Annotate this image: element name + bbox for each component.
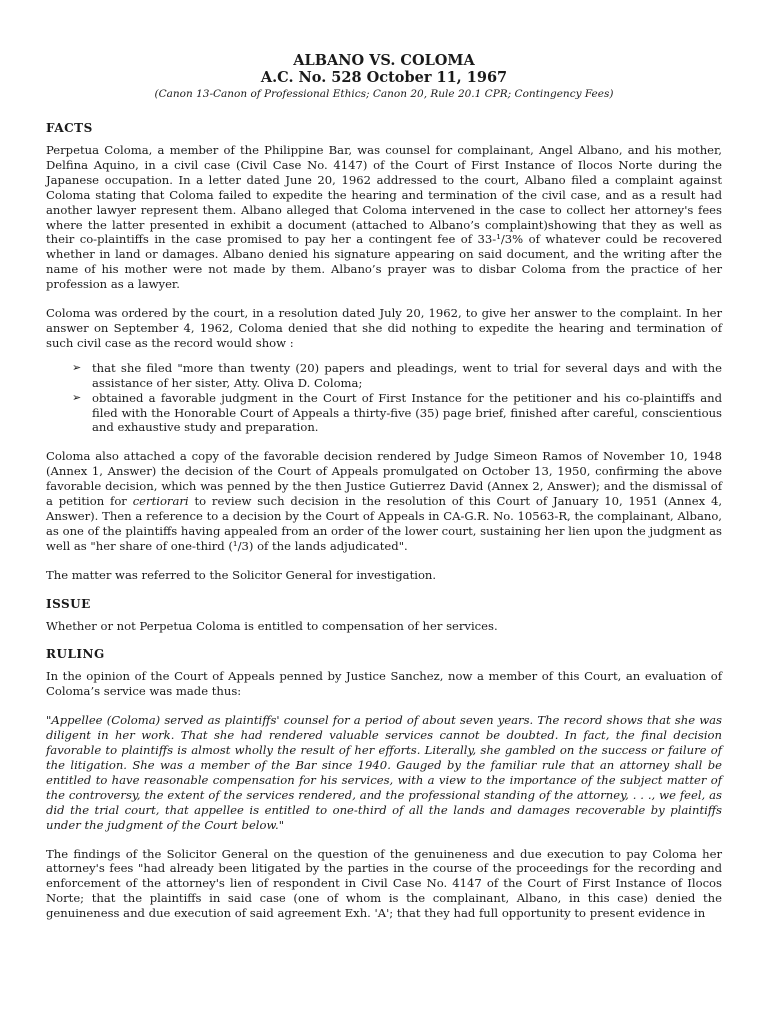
- list-item: [72, 361, 722, 391]
- facts-paragraph-1: Perpetua Coloma, a member of the Philippine Bar, was counsel for complainant, Angel Albano, and his mother, Delfina Aquino, in a civil case (Civil Case No. 4147) of the Court of First Instance of Ilocos Norte during the Japanese occupation. In a letter dated June 20, 1962 addressed to the court, Albano filed a complaint against Coloma stating that Coloma failed to expedite the hearing and termination of the civil case, and as a result had another lawyer represent them. Albano alleged that Coloma intervened in the case to collect her attorney's fees where the latter presented in exhibit a document (attached to Albano’s complaint)showing that they as well as their co-plaintiffs in the case promised to pay her a contingent fee of 33-¹/3% of whatever could be recovered whether in land or damages. Albano denied his signature appearing on said document, and the writing after the name of his mother were not made by them. Albano’s prayer was to disbar Coloma from the practice of her profession as a lawyer.: [46, 143, 722, 292]
- ruling-paragraph-2: The findings of the Solicitor General on the question of the genuineness and due execution to pay Coloma her attorney's fees "had already been litigated by the parties in the course of the proceedings for the recording and enforcement of the attorney's lien of respondent in Civil Case No. 4147 of the Court of First Instance of Ilocos Norte; that the plaintiffs in said case (one of whom is the complainant, Albano, in this case) denied the genuineness and due execution of said agreement Exh. 'A'; that they had full opportunity to present evidence in: [46, 846, 722, 921]
- arrow-bullet-icon: ➢: [72, 360, 82, 374]
- arrow-bullet-icon: ➢: [72, 390, 82, 404]
- ruling-quote: "Appellee (Coloma) served as plaintiffs' counsel for a period of about seven years. The record shows that she was diligent in her work. That she had rendered valuable services cannot be doubted. In fact, the final decision favorable to plaintiffs is almost wholly the result of her efforts. Literally, she gambled on the success or failure of the litigation. She was a member of the Bar since 1940. Gauged by the familiar rule that an attorney shall be entitled to have reasonable compensation for his services, with a view to the importance of the subject matter of the controversy, the extent of the services rendered, and the professional standing of the attorney, . . ., we feel, as did the trial court, that appellee is entitled to one-third of all the lands and damages recoverable by plaintiffs under the judgment of the Court below.": [46, 713, 722, 832]
- facts-heading: FACTS: [46, 121, 93, 135]
- ruling-paragraph-1: In the opinion of the Court of Appeals penned by Justice Sanchez, now a member of this Court, an evaluation of Coloma’s service was made thus:: [46, 669, 722, 699]
- case-title: ALBANO VS. COLOMA: [293, 52, 475, 69]
- case-canon-subtitle: (Canon 13-Canon of Professional Ethics; Canon 20, Rule 20.1 CPR; Contingency Fees): [154, 88, 614, 100]
- certiorari-term: certiorari: [132, 494, 189, 509]
- facts-paragraph-4: The matter was referred to the Solicitor General for investigation.: [46, 567, 437, 582]
- facts-paragraph-3: [46, 449, 722, 553]
- facts-paragraph-2: Coloma was ordered by the court, in a resolution dated July 20, 1962, to give her answer to the complaint. In her answer on September 4, 1962, Coloma denied that she did nothing to expedite the hearing and termination of such civil case as the record would show :: [46, 306, 722, 350]
- ruling-heading: RULING: [46, 647, 105, 662]
- bullet-text: that she filed "more than twenty (20) papers and pleadings, went to trial for several days and with the assistance of her sister, Atty. Oliva D. Coloma;: [92, 360, 722, 390]
- bullet-text: obtained a favorable judgment in the Court of First Instance for the petitioner and his co-plaintiffs and filed with the Honorable Court of Appeals a thirty-five (35) page brief, finished after careful, conscientious and exhaustive study and preparation.: [92, 390, 722, 435]
- case-number: A.C. No. 528 October 11, 1967: [260, 69, 508, 86]
- list-item: [72, 391, 722, 436]
- facts-paragraph-3-part-a: Coloma also attached a copy of the favorable decision rendered by Judge Simeon Ramos of November 10, 1948 (Annex 1, Answer) the decision of the Court of Appeals promulgated on October 13, 1950, confirming the above favorable decision, which was penned by the then Justice Gutierrez David (Annex 2, Answer); and the dismissal of a petition for: [46, 449, 722, 509]
- issue-paragraph: Whether or not Perpetua Coloma is entitled to compensation of her services.: [46, 618, 498, 633]
- facts-paragraph-3-part-b: to review such decision in the resolution of this Court of January 10, 1951 (Annex 4, Answer). Then a reference to a decision by the Court of Appeals in CA-G.R. No. 10563-R, the complainant, Albano, as one of the plaintiffs having appealed from an order of the lower court, sustaining her lien upon the judgment as well as "her share of one-third (¹/3) of the lands adjudicated".: [46, 494, 723, 553]
- issue-heading: ISSUE: [46, 596, 91, 611]
- answer-bullet-list: [46, 361, 722, 436]
